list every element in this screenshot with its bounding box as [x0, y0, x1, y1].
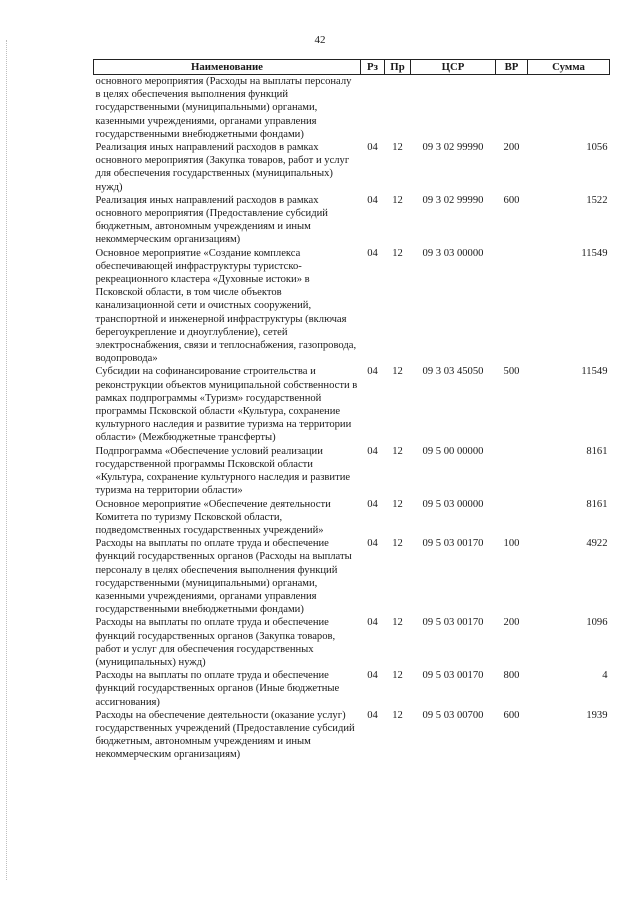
row-csr: 09 5 03 00170 — [422, 538, 484, 550]
row-rz: 04 — [367, 445, 378, 457]
row-name: Расходы на выплаты по оплате труда и обеспечение функций государственных органов (Закупка товаров, работ и услуг для обеспечения государственных (муниципальных) нужд) — [95, 617, 336, 668]
row-pr: 12 — [392, 498, 403, 510]
row-csr: 09 5 03 00170 — [422, 670, 484, 682]
row-name: Основное мероприятие «Обеспечение деятельности Комитета по туризму Псковской области, подведомственных государственных учреждений» — [95, 498, 331, 536]
row-rz: 04 — [367, 194, 378, 206]
row-rz: 04 — [367, 498, 378, 510]
row-csr: 09 5 03 00700 — [422, 709, 484, 721]
row-csr: 09 5 00 00000 — [422, 445, 484, 457]
row-name: Основное мероприятие «Создание комплекса обеспечивающей инфраструктуры туристско-рекреационного кластера «Духовные истоки» в Псковской области, в том числе объектов канализационной сети и очистных сооружений, транспортной и инженерной инфраструктуры (включая берегоукрепление и дноуглубление), сетей электроснабжения, связи и теплоснабжения, газопровода, водопровода» — [95, 247, 357, 365]
row-vr: 200 — [503, 617, 520, 629]
row-pr: 12 — [392, 247, 403, 259]
header-sum: Сумма — [528, 60, 610, 75]
row-vr — [496, 247, 528, 366]
row-pr: 12 — [392, 617, 403, 629]
row-rz: 04 — [367, 247, 378, 259]
header-csr: ЦСР — [411, 60, 496, 75]
row-vr: 600 — [503, 194, 520, 206]
header-rz: Рз — [361, 60, 385, 75]
row-pr: 12 — [392, 142, 403, 154]
page-number: 42 — [314, 34, 326, 46]
table-row — [94, 75, 610, 142]
row-vr: 100 — [503, 538, 520, 550]
row-csr: 09 3 02 99990 — [422, 194, 484, 206]
row-vr: 500 — [503, 366, 520, 378]
row-name: Реализация иных направлений расходов в рамках основного мероприятия (Предоставление субсидий бюджетным, автономным учреждениям и иным некоммерческим организациям) — [95, 194, 328, 246]
header-name: Наименование — [94, 60, 361, 75]
row-vr — [496, 498, 528, 538]
row-sum: 11549 — [581, 247, 608, 259]
table-header-row — [94, 60, 610, 75]
table-row — [94, 365, 610, 444]
row-csr: 09 5 03 00000 — [422, 498, 484, 510]
header-pr: Пр — [385, 60, 411, 75]
table-row — [94, 537, 610, 616]
row-csr: 09 5 03 00170 — [422, 617, 484, 629]
row-rz: 04 — [367, 670, 378, 682]
row-sum: 1056 — [586, 142, 608, 154]
row-sum: 1939 — [586, 709, 608, 721]
table-row — [94, 709, 610, 762]
row-vr — [496, 445, 528, 498]
row-pr: 12 — [392, 366, 403, 378]
row-pr — [385, 75, 411, 142]
row-sum: 8161 — [586, 498, 608, 510]
row-sum: 4922 — [586, 538, 608, 550]
row-name: Подпрограмма «Обеспечение условий реализации государственной программы Псковской области «Культура, сохранение культурного наследия и развитие туризма на территории области» — [95, 445, 351, 497]
row-pr: 12 — [392, 538, 403, 550]
row-csr: 09 3 03 00000 — [422, 247, 484, 259]
row-csr — [411, 75, 496, 142]
row-pr: 12 — [392, 709, 403, 721]
row-vr: 200 — [503, 142, 520, 154]
row-vr: 800 — [503, 670, 520, 682]
row-vr: 600 — [503, 709, 520, 721]
row-name: Расходы на выплаты по оплате труда и обеспечение функций государственных органов (Иные бюджетные ассигнования) — [95, 670, 340, 708]
table-row — [94, 445, 610, 498]
row-sum: 11549 — [581, 366, 608, 378]
row-csr: 09 3 02 99990 — [422, 142, 484, 154]
row-rz: 04 — [367, 142, 378, 154]
row-name: Расходы на обеспечение деятельности (оказание услуг) государственных учреждений (Предоставление субсидий бюджетным, автономным учреждениям и иным некоммерческим организациям) — [95, 709, 355, 761]
table-row — [94, 194, 610, 247]
row-pr: 12 — [392, 445, 403, 457]
row-csr: 09 3 03 45050 — [422, 366, 484, 378]
row-sum: 8161 — [586, 445, 608, 457]
budget-table — [93, 59, 610, 762]
table-row — [94, 498, 610, 538]
row-rz: 04 — [367, 538, 378, 550]
row-rz: 04 — [367, 709, 378, 721]
row-vr — [496, 75, 528, 142]
table-row — [94, 669, 610, 709]
row-name: Реализация иных направлений расходов в рамках основного мероприятия (Закупка товаров, работ и услуг для обеспечения государственных (муниципальных) нужд) — [95, 142, 350, 193]
table-row — [94, 247, 610, 366]
row-rz — [361, 75, 385, 142]
row-sum: 4 — [602, 670, 608, 682]
row-name: Субсидии на софинансирование строительства и реконструкции объектов муниципальной собственности в рамках подпрограммы «Туризм» государственной программы Псковской области «Культура, сохранение культурного наследия и развитие туризма на территории области» (Межбюджетные трансферты) — [95, 366, 358, 444]
row-rz: 04 — [367, 366, 378, 378]
scan-margin-line — [6, 40, 7, 880]
row-sum: 1096 — [586, 617, 608, 629]
row-sum — [528, 75, 610, 142]
row-sum: 1522 — [586, 194, 608, 206]
row-name: Расходы на выплаты по оплате труда и обеспечение функций государственных органов (Расходы на выплаты персоналу в целях обеспечения выполнения функций государственными (муниципальными) органами, казенными учреждениями, органами управления государственными внебюджетными фондами) — [95, 538, 352, 616]
table-row — [94, 141, 610, 194]
header-vr: ВР — [496, 60, 528, 75]
row-pr: 12 — [392, 194, 403, 206]
table-row — [94, 616, 610, 669]
row-pr: 12 — [392, 670, 403, 682]
row-name: основного мероприятия (Расходы на выплаты персоналу в целях обеспечения выполнения функций государственными (муниципальными) органами, казенными учреждениями, органами управления государственными внебюджетными фондами) — [95, 76, 352, 140]
row-rz: 04 — [367, 617, 378, 629]
